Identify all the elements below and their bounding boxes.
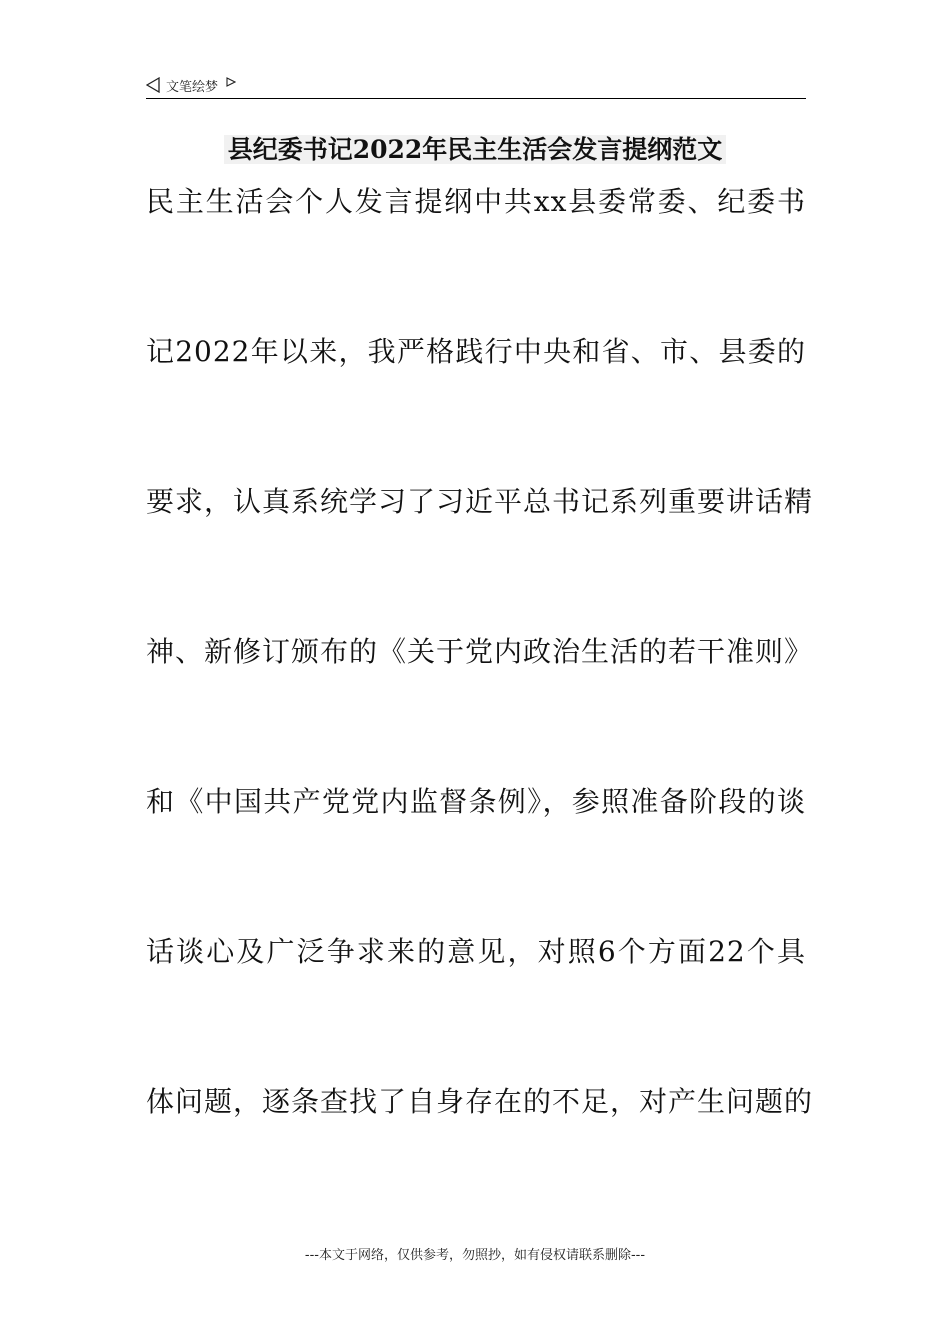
triangle-left-outline-icon — [146, 77, 160, 93]
triangle-right-outline-icon — [226, 77, 236, 87]
body-line: 话谈心及广泛争求来的意见，对照6个方面22个具 — [146, 935, 806, 968]
header-divider — [146, 98, 806, 99]
brand-label: 文笔绘梦 — [166, 79, 219, 95]
body-line: 民主生活会个人发言提纲中共xx县委常委、纪委书 — [146, 185, 806, 218]
header-brand — [146, 74, 236, 96]
document-body — [146, 178, 814, 1228]
document-title-text: 县纪委书记2022年民主生活会发言提纲范文 — [224, 135, 727, 164]
body-line: 记2022年以来，我严格践行中央和省、市、县委的 — [146, 335, 806, 368]
body-line: 神、新修订颁布的《关于党内政治生活的若干准则》 — [146, 635, 814, 668]
footer-disclaimer: ---本文于网络，仅供参考，勿照抄，如有侵权请联系删除--- — [304, 1248, 646, 1263]
body-line: 要求，认真系统学习了习近平总书记系列重要讲话精 — [146, 485, 814, 518]
document-title — [0, 132, 950, 168]
body-line: 和《中国共产党党内监督条例》，参照准备阶段的谈 — [146, 785, 806, 818]
page-header — [146, 74, 806, 98]
body-line: 体问题，逐条查找了自身存在的不足，对产生问题的 — [146, 1085, 814, 1118]
